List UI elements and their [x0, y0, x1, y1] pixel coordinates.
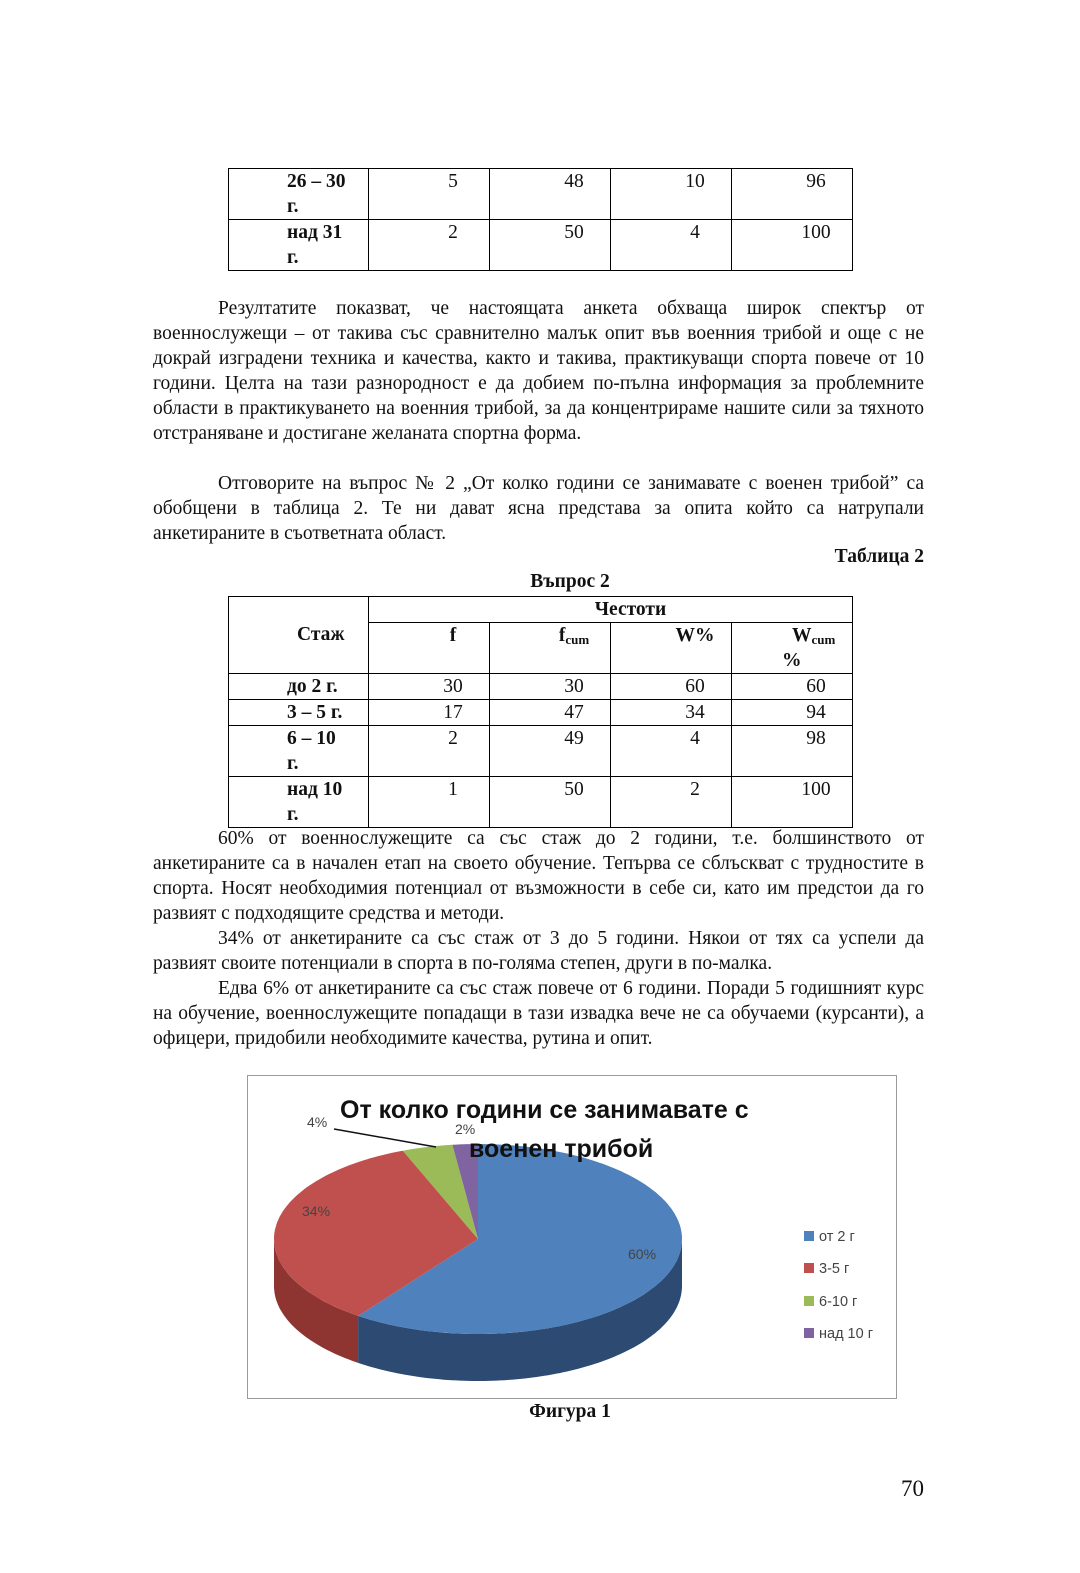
cell-f: 17 [369, 700, 490, 726]
header-wcum-pct: % [782, 650, 802, 671]
row-label: до 2 г. [229, 674, 369, 700]
cell-fcum: 47 [490, 700, 611, 726]
pie-chart [247, 1075, 897, 1399]
legend-label: от 2 г [819, 1229, 855, 1245]
legend-item [804, 1294, 857, 1310]
cell-w: 10 [611, 169, 732, 220]
table-row [229, 700, 853, 726]
legend-swatch [804, 1296, 814, 1306]
legend-item [804, 1261, 849, 1277]
cell-f: 2 [369, 726, 490, 777]
paragraph-text: Отговорите на въпрос № 2 „От колко години се занимавате с военен трибой” са обобщени в таблица 2. Те ни дават ясна представа за опита който са натрупали анкетираните в съответната област. [153, 473, 924, 544]
legend-swatch [804, 1328, 814, 1338]
table-row [229, 674, 853, 700]
data-label-3-5: 34% [302, 1203, 331, 1219]
row-label: 3 – 5 г. [229, 700, 369, 726]
cell-w: 2 [611, 777, 732, 828]
table-row [229, 777, 853, 828]
table-caption: Таблица 2 [834, 546, 924, 567]
cell-f: 2 [369, 220, 490, 271]
cell-fcum: 30 [490, 674, 611, 700]
row-label: 26 – 30 г. [229, 169, 369, 220]
header-stazh: Стаж [229, 597, 369, 674]
chart-title-line2: военен трибой [469, 1135, 654, 1163]
table-title: Въпрос 2 [530, 571, 610, 592]
header-frequencies: Честоти [369, 597, 853, 623]
header-wcum-main: W [792, 625, 812, 646]
paragraph [153, 296, 924, 446]
paragraph [153, 976, 924, 1051]
legend-label: над 10 г [819, 1326, 874, 1342]
header-fcum-main: f [558, 625, 566, 646]
header-wcum [732, 623, 853, 674]
paragraph [153, 471, 924, 546]
table-row [229, 220, 853, 271]
header-w: W% [611, 623, 732, 674]
legend-item [804, 1229, 855, 1245]
paragraph-text: Едва 6% от анкетираните са със стаж повече от 6 години. Поради 5 годишният курс на обучение, военнослужещите попадащи в тази извадка вече не са обучаеми (курсанти), а офицери, придобили необходимите качества, рутина и опит. [153, 978, 924, 1049]
legend-label: 6-10 г [819, 1294, 858, 1310]
header-fcum [490, 623, 611, 674]
header-wcum-sub: cum [811, 632, 836, 647]
paragraph [153, 926, 924, 976]
row-label: 6 – 10 г. [229, 726, 369, 777]
cell-w: 34 [611, 700, 732, 726]
header-f: f [369, 623, 490, 674]
paragraph-text: 34% от анкетираните са със стаж от 3 до 5 години. Някои от тях са успели да развият своите потенциали в спорта в по-голяма степен, други в по-малка. [153, 928, 924, 974]
cell-w: 60 [611, 674, 732, 700]
cell-fcum: 49 [490, 726, 611, 777]
cell-f: 5 [369, 169, 490, 220]
cell-w: 4 [611, 220, 732, 271]
cell-wcum: 98 [732, 726, 853, 777]
table-header-row [229, 597, 853, 623]
paragraph [153, 826, 924, 926]
figure-caption: Фигура 1 [529, 1401, 611, 1422]
row-label: над 31 г. [229, 220, 369, 271]
paragraph-text: Резултатите показват, че настоящата анкета обхваща широк спектър от военнослужещи – от такива със сравнително малък опит във военния трибой и още с не докрай изградени техника и качества, както и такива, практикуващи спорта повече от 10 години. Целта на тази разнородност е да добием по-пълна информация за проблемните области в практикуването на военния трибой, за да концентрираме нашите сили за тяхното отстраняване и достигане желаната спортна форма. [153, 298, 924, 444]
cell-wcum: 96 [732, 169, 853, 220]
page-number: 70 [901, 1476, 924, 1501]
chart-title-line1: От колко години се занимавате с [340, 1096, 749, 1124]
cell-w: 4 [611, 726, 732, 777]
cell-fcum: 50 [490, 220, 611, 271]
table-row [229, 726, 853, 777]
data-label-over-10: 2% [455, 1121, 476, 1137]
legend-label: 3-5 г [819, 1261, 850, 1277]
table-2 [228, 596, 853, 828]
legend-item [804, 1326, 873, 1342]
paragraph-text: 60% от военнослужещите са със стаж до 2 години, т.е. болшинството от анкетираните са в начален етап на своето обучение. Тепърва се сблъскват с трудностите в спорта. Носят необходимия потенциал от възможности в себе си, като им предстои да го развият с подходящите средства и методи. [153, 828, 924, 924]
legend-swatch [804, 1263, 814, 1273]
legend-swatch [804, 1231, 814, 1241]
cell-f: 1 [369, 777, 490, 828]
data-label-6-10: 4% [307, 1114, 328, 1130]
data-label-up-to-2: 60% [628, 1246, 657, 1262]
cell-fcum: 50 [490, 777, 611, 828]
cell-f: 30 [369, 674, 490, 700]
cell-fcum: 48 [490, 169, 611, 220]
cell-wcum: 100 [732, 777, 853, 828]
cell-wcum: 60 [732, 674, 853, 700]
cell-wcum: 100 [732, 220, 853, 271]
row-label: над 10 г. [229, 777, 369, 828]
leader-line [334, 1129, 436, 1147]
table-row [229, 169, 853, 220]
table-1-continuation [228, 168, 853, 271]
header-fcum-sub: cum [565, 632, 590, 647]
cell-wcum: 94 [732, 700, 853, 726]
